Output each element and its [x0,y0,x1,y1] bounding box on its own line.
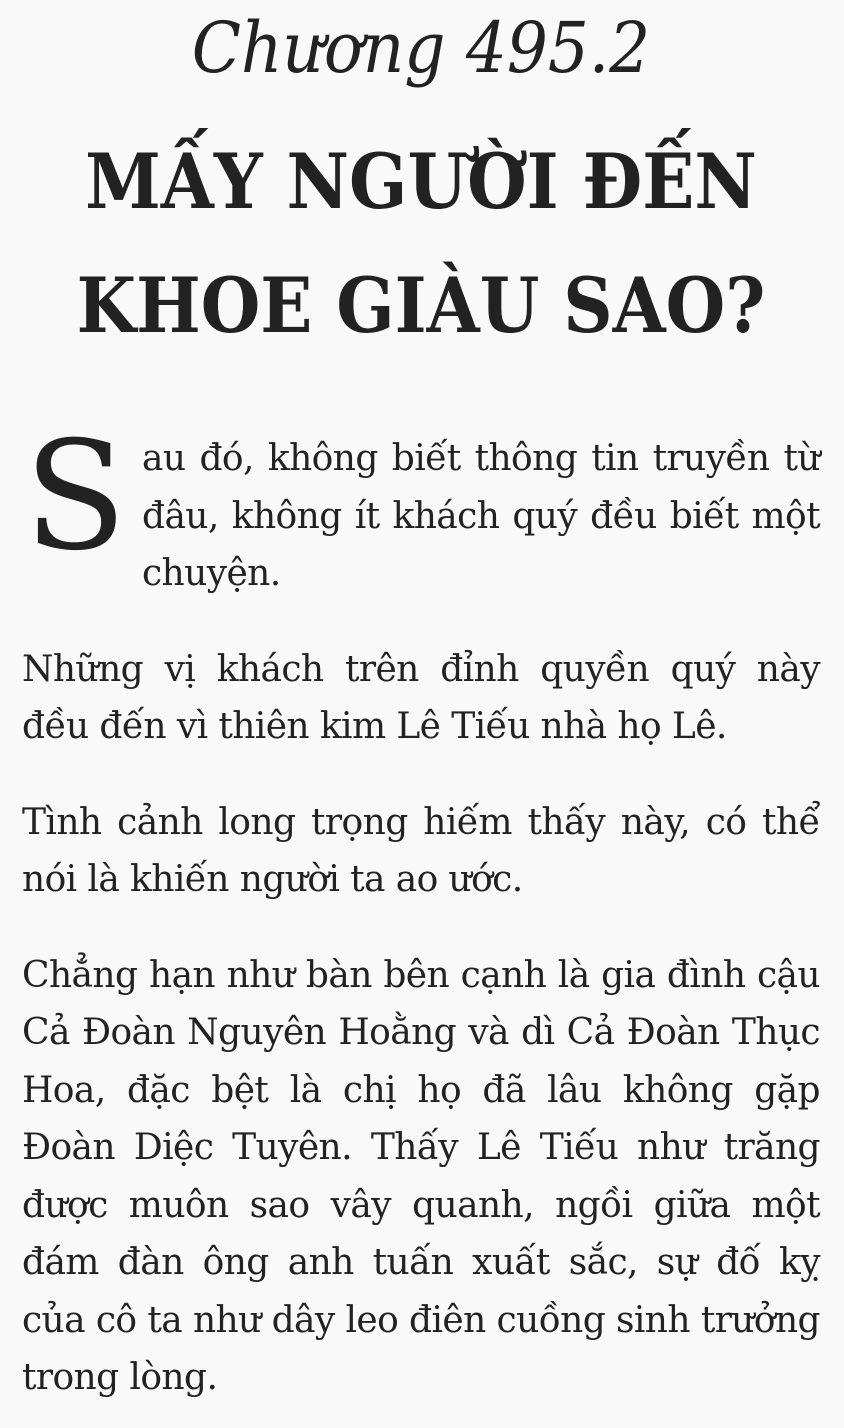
chapter-body [22,410,820,1407]
paragraph: Tình cảnh long trọng hiếm thấy này, có thể nói là khiến người ta ao ước. [22,801,820,900]
chapter-title-line-1: MẤY NGƯỜI ĐẾN [85,137,757,226]
paragraph: Chẳng hạn như bàn bên cạnh là gia đình cậu Cả Đoàn Nguyên Hoằng và dì Cả Đoàn Thục Hoa, đặc bệt là chị họ đã lâu không gặp Đoàn Diệc Tuyên. Thấy Lê Tiếu như trăng được muôn sao vây quanh, ngồi giữa một đám đàn ông anh tuấn xuất sắc, sự đố kỵ của cô ta như dây leo điên cuồng sinh trưởng trong lòng. [22,954,820,1398]
chapter-number: Chương 495.2 [191,7,651,89]
chapter-title [62,120,780,368]
paragraph: Những vị khách trên đỉnh quyền quý này đều đến vì thiên kim Lê Tiếu nhà họ Lê. [22,648,820,747]
first-paragraph [22,410,820,603]
chapter-title-line-2: KHOE GIÀU SAO? [76,261,766,350]
first-paragraph-text: au đó, không biết thông tin truyền từ đâu, không ít khách quý đều biết một chuyện. [142,438,820,594]
drop-cap: S [24,410,127,584]
